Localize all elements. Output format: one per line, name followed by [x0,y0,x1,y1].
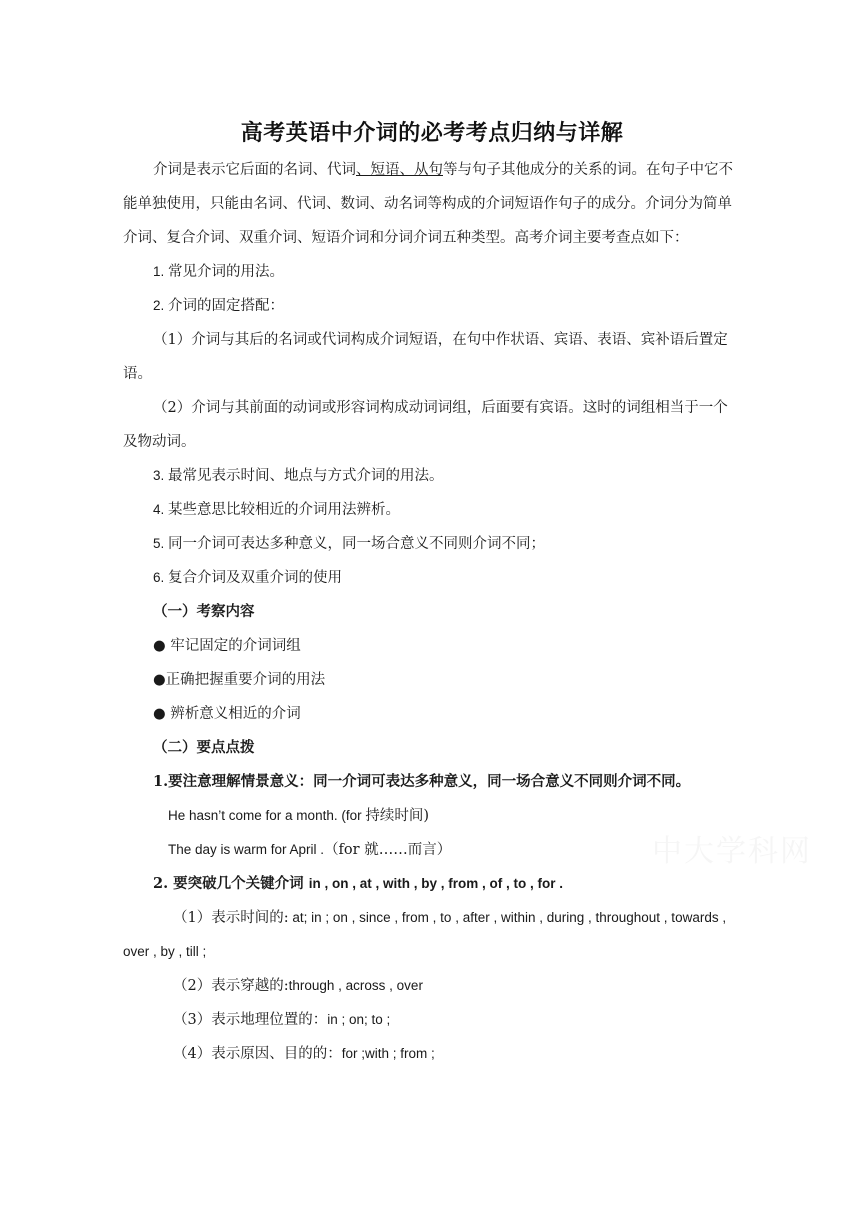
watermark: 中大学科网 [652,834,812,869]
point-4: 4. 某些意思比较相近的介词用法辨析。 [153,502,401,518]
bullet-icon: ● [153,706,166,722]
document-body [123,116,741,1071]
sub-point-1: （1）介词与其后的名词或代词构成介词短语，在句中作状语、宾语、表语、宾补语后置定语。 [123,332,728,382]
sub-point-2: （2）介词与其前面的动词或形容词构成动词词组，后面要有宾语。这时的词组相当于一个及物动词。 [123,400,728,450]
intro-underlined-text: 、短语、从句 [356,162,443,178]
document-title: 高考英语中介词的必考考点归纳与详解 [240,120,624,146]
point-5: 5. 同一介词可表达多种意义，同一场合意义不同则介词不同； [153,536,546,552]
bullet-icon: ● [153,672,166,688]
intro-text-2: 等与句子其他成分的关系的词。在句子中它不能单独使用，只能由名词、代词、数词、动名词等构成的介词短语作句子的成分。介词分为简单介词、复合介词、双重介词、短语介词和分词介词五种类型。高考介词主要考查点如下： [123,162,733,246]
bullet-item: ● 辨析意义相近的介词 [153,706,301,722]
key-point-2-heading: 2. 要突破几个关键介词 in , on , at , with , by , from , of , to , for . [153,875,563,892]
bullet-icon: ● [153,638,166,654]
example-sentence-2: The day is warm for April .（for 就……而言） [168,842,452,858]
intro-paragraph [123,153,741,255]
point-2: 2. 介词的固定搭配： [153,298,285,314]
bullet-item: ●正确把握重要介词的用法 [153,672,326,688]
category-location: （3）表示地理位置的：in ; on; to ; [173,1012,391,1028]
point-6: 6. 复合介词及双重介词的使用 [153,570,343,586]
example-sentence-1: He hasn’t come for a month. (for 持续时间) [168,808,430,824]
bullet-item: ● 牢记固定的介词词组 [153,638,301,654]
section-heading-1: （一）考察内容 [153,603,255,620]
category-reason: （4）表示原因、目的的：for ;with ; from ; [173,1046,435,1062]
key-point-1-heading: 1.要注意理解情景意义：同一介词可表达多种意义，同一场合意义不同则介词不同。 [153,773,691,790]
section-heading-2: （二）要点点拨 [153,739,255,756]
category-crossing: （2）表示穿越的:through , across , over [173,978,423,994]
intro-text-1: 介词是表示它后面的名词、代词 [153,162,356,178]
category-time: （1）表示时间的: at; in ; on , since , from , to , after , within , during , throughout , towards , over , by , till ; [123,910,727,959]
point-3: 3. 最常见表示时间、地点与方式介词的用法。 [153,468,444,484]
point-1: 1. 常见介词的用法。 [153,264,285,280]
